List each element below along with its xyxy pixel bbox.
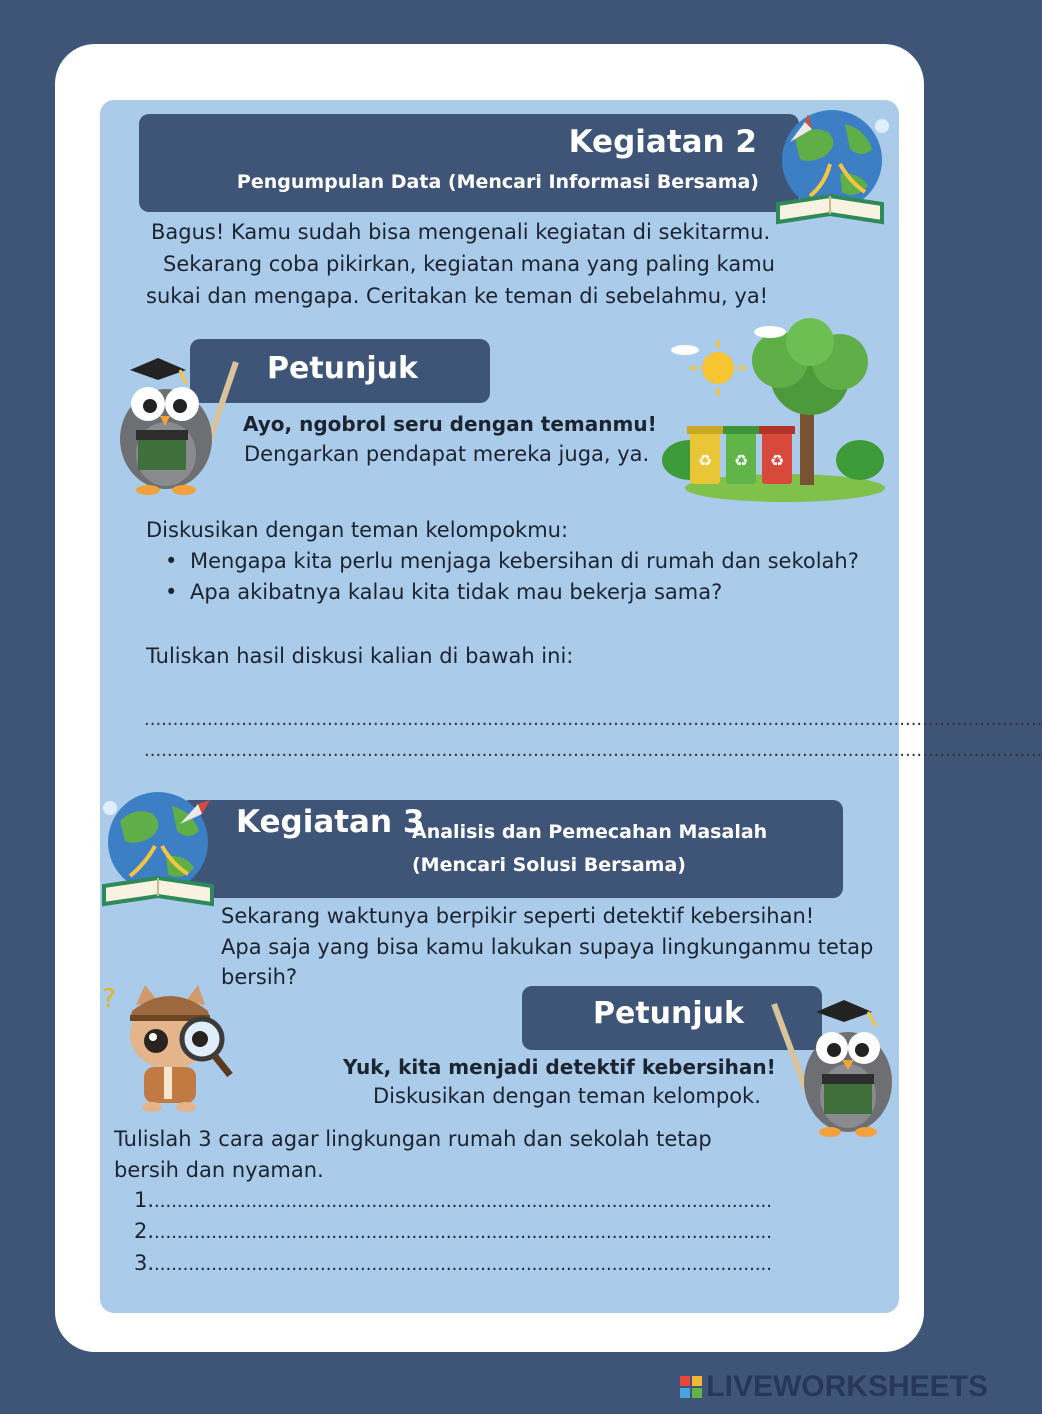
owl-teacher-icon <box>770 990 900 1140</box>
kegiatan3-subtitle-2: (Mencari Solusi Bersama) <box>412 854 686 876</box>
kegiatan2-intro-line-1: Bagus! Kamu sudah bisa mengenali kegiatan di sekitarmu. <box>151 220 771 244</box>
kegiatan3-intro-line-1: Sekarang waktunya berpikir seperti detektif kebersihan! <box>221 904 815 928</box>
owl-teacher-icon <box>108 344 248 496</box>
answer-line[interactable]: ............................................................................................................ <box>154 1254 772 1275</box>
kegiatan3-intro-line-3: bersih? <box>221 965 298 989</box>
answer-line[interactable]: ............................................................................................................ <box>154 1222 772 1243</box>
kegiatan3-subtitle-1: Analisis dan Pemecahan Masalah <box>412 821 768 843</box>
row-number: 1. <box>134 1188 155 1212</box>
globe-book-icon <box>770 104 890 234</box>
task-line-2: bersih dan nyaman. <box>114 1158 324 1182</box>
kegiatan2-intro-line-2: Sekarang coba pikirkan, kegiatan mana yang paling kamu <box>163 252 775 276</box>
svg-text:?: ? <box>102 984 116 1014</box>
row-number: 3. <box>134 1251 155 1275</box>
numbered-answer-row[interactable] <box>134 1188 772 1212</box>
svg-text:♻: ♻ <box>733 451 749 470</box>
petunjuk-label-1: Petunjuk <box>267 351 418 386</box>
row-number: 2. <box>134 1219 155 1243</box>
liveworksheets-icon <box>680 1376 702 1398</box>
petunjuk-bold-2: Yuk, kita menjadi detektif kebersihan! <box>343 1055 776 1079</box>
petunjuk-label-2: Petunjuk <box>593 996 744 1031</box>
answer-line-1[interactable]: ............................................................................................................................................................. <box>144 709 1042 730</box>
globe-book-icon <box>100 786 220 916</box>
recycle-bins-tree-icon <box>660 320 885 502</box>
petunjuk-text-1: Dengarkan pendapat mereka juga, ya. <box>244 442 650 466</box>
kegiatan3-title: Kegiatan 3 <box>236 804 425 840</box>
svg-text:♻: ♻ <box>697 451 713 470</box>
kegiatan2-banner <box>139 114 799 212</box>
discussion-questions <box>145 546 885 608</box>
kegiatan2-intro-line-3: sukai dan mengapa. Ceritakan ke teman di sebelahmu, ya! <box>146 284 769 308</box>
svg-text:♻: ♻ <box>769 451 785 470</box>
petunjuk-text-2: Diskusikan dengan teman kelompok. <box>373 1084 761 1108</box>
question-item: • Apa akibatnya kalau kita tidak mau bekerja sama? <box>145 577 885 608</box>
kegiatan2-subtitle: Pengumpulan Data (Mencari Informasi Bersama) <box>236 171 759 193</box>
question-item: • Mengapa kita perlu menjaga kebersihan di rumah dan sekolah? <box>145 546 885 577</box>
petunjuk-bold-1: Ayo, ngobrol seru dengan temanmu! <box>243 412 657 436</box>
task-line-1: Tulislah 3 cara agar lingkungan rumah dan sekolah tetap <box>114 1127 712 1151</box>
liveworksheets-logo <box>680 1370 988 1404</box>
brand-text: LIVEWORKSHEETS <box>706 1370 988 1403</box>
write-prompt: Tuliskan hasil diskusi kalian di bawah ini: <box>146 644 574 668</box>
numbered-answer-row[interactable] <box>134 1251 772 1275</box>
kegiatan3-banner <box>180 800 843 898</box>
kegiatan2-title: Kegiatan 2 <box>568 124 757 160</box>
numbered-answer-row[interactable] <box>134 1219 772 1243</box>
answer-line[interactable]: ............................................................................................................ <box>154 1191 772 1212</box>
kegiatan3-intro-line-2: Apa saja yang bisa kamu lakukan supaya lingkunganmu tetap <box>221 935 874 959</box>
detective-cat-icon <box>100 975 240 1115</box>
answer-line-2[interactable]: ............................................................................................................................................................. <box>144 740 1042 761</box>
discuss-intro: Diskusikan dengan teman kelompokmu: <box>146 518 569 542</box>
